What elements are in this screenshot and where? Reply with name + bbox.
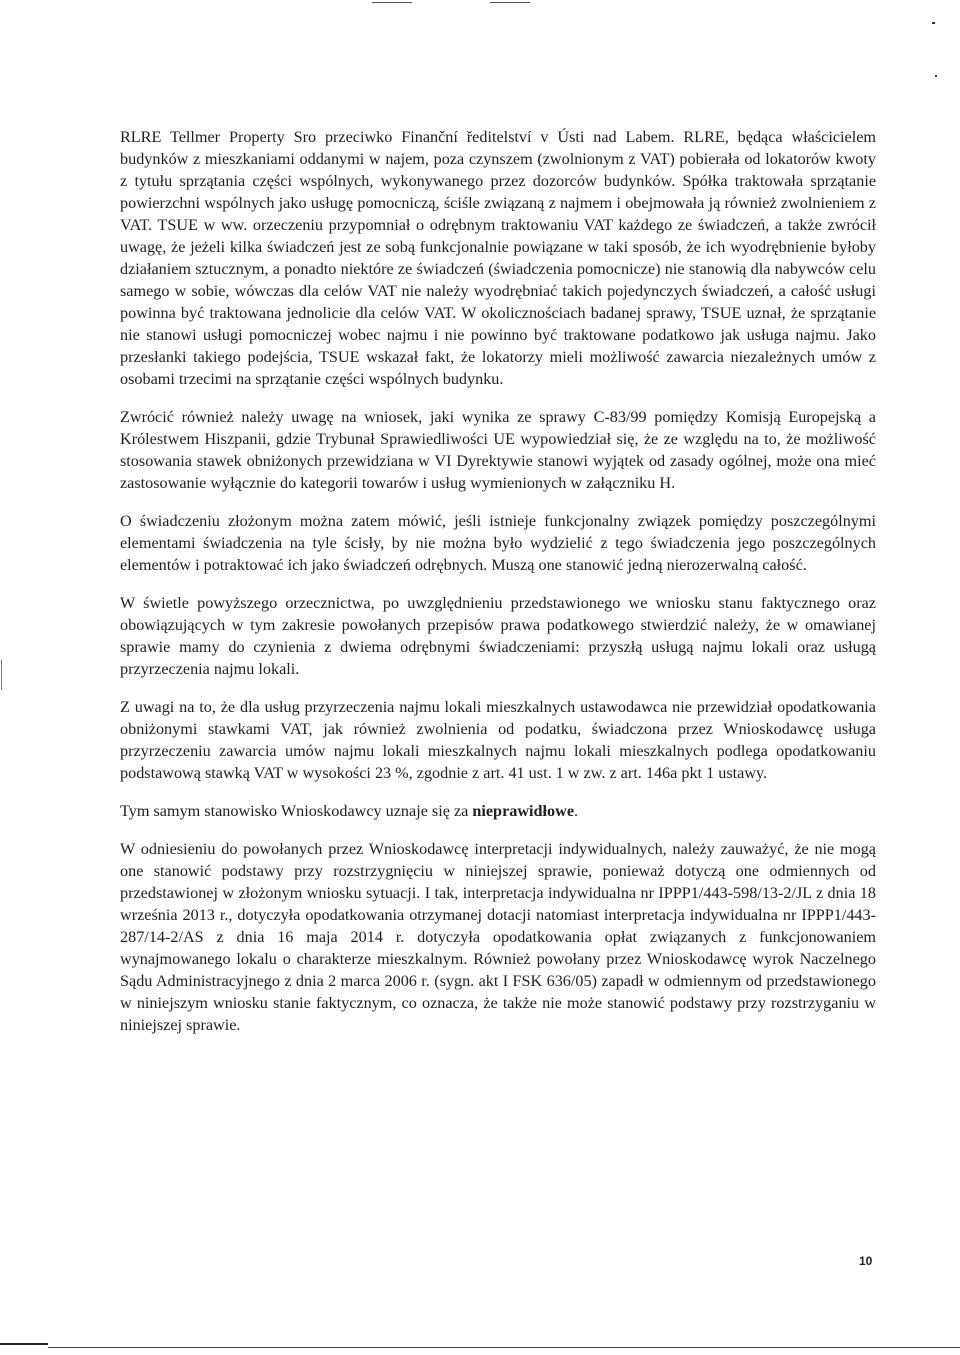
paragraph-conclusion: W świetle powyższego orzecznictwa, po uwzględnieniu przedstawionego we wniosku stanu faktycznego oraz obowiązujących w tym zakresie powołanych przepisów prawa podatkowego stwierdzić należy, że w omawianej sprawie mamy do czynienia z dwiema odrębnymi świadczeniami: przyszłą usługą najmu lokali oraz usługą przyrzeczenia najmu lokali. [120, 594, 876, 678]
paragraph-vat-rate: Z uwagi na to, że dla usług przyrzeczenia najmu lokali mieszkalnych ustawodawca nie przewidział opodatkowania obniżonymi stawkami VAT, jak również zwolnienia od podatku, świadczona przez Wnioskodawcę usługa przyrzeczeniu zawarcia umów najmu lokali mieszkalnych najmu lokali mieszkalnych podlega opodatkowaniu podstawową stawką VAT w wysokości 23 %, zgodnie z art. 41 ust. 1 w zw. z art. 146a pkt 1 ustawy. [120, 698, 876, 782]
paragraph-case-c-83-99: Zwrócić również należy uwagę na wniosek, jaki wynika ze sprawy C-83/99 pomiędzy Komisją Europejską a Królestwem Hiszpanii, gdzie Trybunał Sprawiedliwości UE wypowiedział się, że ze względu na to, że możliwość stosowania stawek obniżonych przewidziana w VI Dyrektywie stanowi wyjątek od zasady ogólnej, może ona mieć zastosowanie wyłącznie do kategorii towarów i usług wymienionych w załączniku H. [120, 408, 876, 492]
scan-top-rule [372, 2, 412, 3]
paragraph-position [120, 800, 876, 822]
scan-bottom-rule [0, 1343, 48, 1345]
document-body [120, 126, 876, 1052]
scan-speck [932, 22, 935, 24]
page-number: 10 [859, 1254, 873, 1268]
scan-edge-mark [1, 660, 2, 690]
position-prefix: Tym samym stanowisko Wnioskodawcy uznaje się za [120, 802, 473, 820]
position-suffix: . [574, 802, 579, 820]
paragraph-cited-interpretations: W odniesieniu do powołanych przez Wnioskodawcę interpretacji indywidualnych, należy zauważyć, że nie mogą one stanowić podstawy przy rozstrzygnięciu w niniejszej sprawie, ponieważ dotyczą one odmiennych od przedstawionej w złożonym wniosku sytuacji. I tak, interpretacja indywidualna nr IPPP1/443-598/13-2/JL z dnia 18 września 2013 r., dotyczyła opodatkowania otrzymanej dotacji natomiast interpretacja indywidualna nr IPPP1/443-287/14-2/AS z dnia 16 maja 2014 r. dotyczyła opodatkowania opłat związanych z funkcjonowaniem wynajmowanego lokalu o charakterze mieszkalnym. Również powołany przez Wnioskodawcę wyrok Naczelnego Sądu Administracyjnego z dnia 2 marca 2006 r. (sygn. akt I FSK 636/05) zapadł w odmiennym od przedstawionego w niniejszym wniosku stanie faktycznym, co oznacza, że także nie może stanowić podstawy przy rozstrzyganiu w niniejszej sprawie. [120, 840, 876, 1034]
scan-speck [935, 75, 937, 77]
position-verdict: nieprawidłowe [472, 802, 574, 820]
scan-bottom-rule [48, 1347, 960, 1348]
scan-top-rule [490, 2, 530, 3]
paragraph-case-summary: RLRE Tellmer Property Sro przeciwko Finanční ředitelství v Ústi nad Labem. RLRE, będąca właścicielem budynków z mieszkaniami oddanymi w najem, poza czynszem (zwolnionym z VAT) pobierała od lokatorów kwoty z tytułu sprzątania części wspólnych, wykonywanego przez dozorców budynków. Spółka traktowała sprzątanie powierzchni wspólnych jako usługę pomocniczą, ściśle związaną z najmem i obejmowała ją również zwolnieniem z VAT. TSUE w ww. orzeczeniu przypomniał o odrębnym traktowaniu VAT każdego ze świadczeń, a także zwrócił uwagę, że jeżeli kilka świadczeń jest ze sobą funkcjonalnie powiązane w taki sposób, że ich wyodrębnienie byłoby działaniem sztucznym, a ponadto niektóre ze świadczeń (świadczenia pomocnicze) nie stanowią dla nabywców celu samego w sobie, wówczas dla celów VAT nie należy wyodrębniać takich pojedynczych świadczeń, a całość usługi powinna być traktowana jednolicie dla celów VAT. W okolicznościach badanej sprawy, TSUE uznał, że sprzątanie nie stanowi usługi pomocniczej wobec najmu i nie powinno być traktowane podatkowo jak usługa najmu. Jako przesłanki takiego podejścia, TSUE wskazał fakt, że lokatorzy mieli możliwość zawarcia niezależnych umów z osobami trzecimi na sprzątanie części wspólnych budynku. [120, 128, 876, 388]
paragraph-complex-service: O świadczeniu złożonym można zatem mówić, jeśli istnieje funkcjonalny związek pomiędzy poszczególnymi elementami świadczenia na tyle ścisły, by nie można było wydzielić z tego świadczenia jego poszczególnych elementów i potraktować ich jako świadczeń odrębnych. Muszą one stanowić jedną nierozerwalną całość. [120, 512, 876, 574]
